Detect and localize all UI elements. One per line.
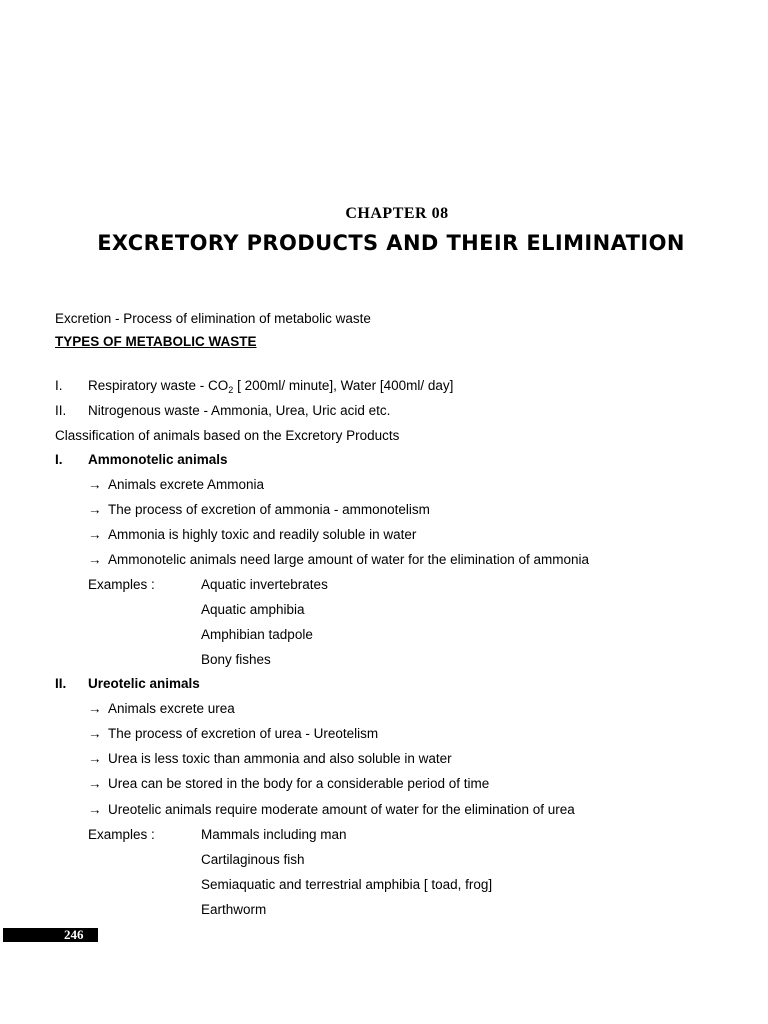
examples-label: Examples : [88,577,155,592]
arrow-icon: → [88,802,102,817]
example-item: Aquatic invertebrates [201,577,328,592]
example-item: Semiaquatic and terrestrial amphibia [ toad, frog] [201,877,493,892]
list-item [88,502,430,518]
point-text: Animals excrete Ammonia [108,477,265,492]
example-item: Amphibian tadpole [201,627,313,642]
example-item: Bony fishes [201,652,271,667]
waste-item-respiratory [88,378,453,394]
section-heading-ammonotelic: Ammonotelic animals [88,452,228,467]
chapter-label: CHAPTER 08 [345,205,449,222]
page-number-bar [3,928,98,942]
point-text: Animals excrete urea [108,701,235,716]
list-item [88,701,235,717]
arrow-icon: → [88,726,102,741]
waste-item-nitrogenous: Nitrogenous waste - Ammonia, Urea, Uric acid etc. [88,403,391,418]
point-text: Urea is less toxic than ammonia and also soluble in water [108,751,452,766]
section-number: II. [55,676,67,691]
respiratory-waste-text: Respiratory waste - CO [88,378,229,393]
section-heading-ureotelic: Ureotelic animals [88,676,200,691]
waste-number-1: I. [55,378,63,393]
arrow-icon: → [88,701,102,716]
arrow-icon: → [88,552,102,567]
point-text: The process of excretion of ammonia - ammonotelism [108,502,430,517]
examples-label: Examples : [88,827,155,842]
waste-number-2: II. [55,403,67,418]
arrow-icon: → [88,477,102,492]
example-item: Cartilaginous fish [201,852,305,867]
list-item [88,802,575,818]
point-text: Ureotelic animals require moderate amount of water for the elimination of urea [108,802,575,817]
list-item [88,552,589,568]
excretion-definition: Excretion - Process of elimination of metabolic waste [55,311,371,326]
classification-line: Classification of animals based on the Excretory Products [55,428,400,443]
arrow-icon: → [88,751,102,766]
respiratory-waste-amounts: [ 200ml/ minute], Water [400ml/ day] [233,378,454,393]
arrow-icon: → [88,776,102,791]
arrow-icon: → [88,502,102,517]
chapter-title: EXCRETORY PRODUCTS AND THEIR ELIMINATION [97,231,685,255]
list-item [88,477,264,493]
point-text: Ammonotelic animals need large amount of water for the elimination of ammonia [108,552,589,567]
example-item: Mammals including man [201,827,347,842]
example-item: Earthworm [201,902,267,917]
list-item [88,527,416,543]
types-heading: TYPES OF METABOLIC WASTE [55,334,257,349]
list-item [88,726,378,742]
list-item [88,776,489,792]
section-number: I. [55,452,63,467]
list-item [88,751,452,767]
point-text: Urea can be stored in the body for a considerable period of time [108,776,490,791]
arrow-icon: → [88,527,102,542]
point-text: Ammonia is highly toxic and readily soluble in water [108,527,417,542]
co2-subscript: 2 [228,385,234,395]
page-number: 246 [64,927,84,942]
example-item: Aquatic amphibia [201,602,305,617]
point-text: The process of excretion of urea - Ureotelism [108,726,379,741]
